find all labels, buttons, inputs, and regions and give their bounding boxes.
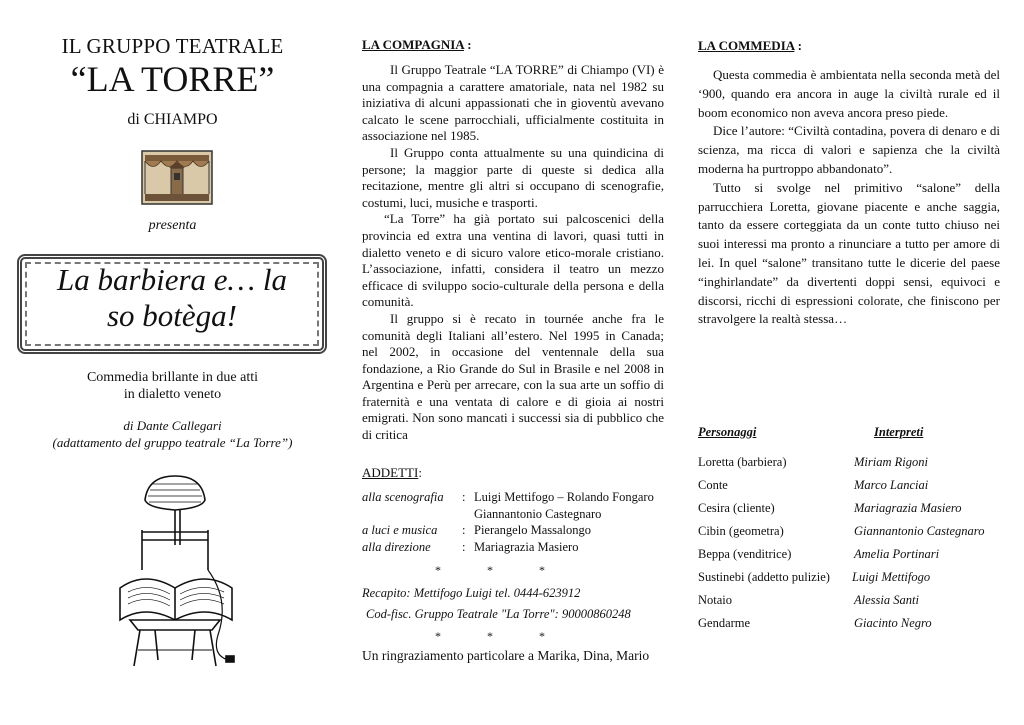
cast-actor: Giacinto Negro — [854, 616, 932, 630]
play-heading-text: LA COMMEDIA — [698, 38, 795, 53]
staff-names: Luigi Mettifogo – Rolando Fongaro — [474, 490, 654, 504]
cast-role: Loretta (barbiera) — [698, 455, 787, 469]
play-paragraph: Tutto si svolge nel primitivo “salone” della parrucchiera Loretta, giovane piacente e anche saggia, tanto da essere corteggiata da un conte tutto chiuso nei suoi interessi ma pronto a rinunciare a tutto per amore di lei. In quel “salone” transitano tutte le dicerie del paese “inghirlandate” da divertenti doppi sensi, equivoci e discorsi, ricchi di espressioni colorate, che finiscono per stravolgere la realtà stessa… — [698, 179, 1000, 327]
staff-row — [362, 539, 664, 556]
staff-names: Pierangelo Massalongo — [474, 523, 591, 537]
staff-role: alla scenografia — [362, 490, 444, 504]
cast-role: Sustinebi (addetto pulizie) — [698, 570, 830, 584]
cast-list — [698, 453, 1008, 637]
presents-label: presenta — [148, 218, 197, 233]
cast-row — [698, 568, 1008, 591]
staff-separator: : — [462, 539, 466, 554]
company-paragraph: Il Gruppo conta attualmente su una quindicina di persone; la maggior parte di queste si dedica alla recitazione, mentre gli altri si occupano di scenografie, costumi, luci, musiche e trasporti. — [362, 144, 664, 210]
play-author — [0, 417, 345, 451]
staff-row — [362, 522, 664, 539]
cast-row — [698, 522, 1008, 545]
cast-row — [698, 499, 1008, 522]
staff-heading — [362, 465, 422, 482]
cast-row — [698, 591, 1008, 614]
play-description — [698, 66, 1000, 329]
staff-role: alla direzione — [362, 539, 431, 554]
play-heading-colon: : — [794, 38, 803, 53]
company-paragraph: “La Torre” ha già portato sui palcoscenici della provincia ed extra una ventina di lavori, quasi tutti in dialetto veneto e di sicuro valore etico-morale cristiano. L’associazione, infatti, considera il teatro un mezzo efficace di sviluppo socio-culturale della persona e della comunità. — [362, 211, 664, 310]
cast-role: Notaio — [698, 593, 733, 607]
staff-heading-text: ADDETTI — [362, 465, 419, 480]
cast-actor: Alessia Santi — [854, 593, 919, 607]
staff-separator: : — [462, 523, 466, 537]
cast-actor: Giannantonio Castegnaro — [854, 524, 985, 538]
cast-role: Gendarme — [698, 616, 751, 630]
cast-header-role: Personaggi — [698, 425, 757, 439]
cast-actor: Luigi Mettifogo — [852, 570, 931, 584]
play-paragraph: Dice l’autore: “Civiltà contadina, povera di denaro e di scienza, ma ricca di valori e sapienza che la civiltà moderna ha purtroppo abbandonato”. — [698, 123, 1000, 176]
subtitle-line1: Commedia brillante in due atti — [86, 370, 259, 385]
staff-separator: : — [462, 490, 466, 504]
play-paragraph: Questa commedia è ambientata nella seconda metà del ‘900, quando era ancora in auge la civiltà rurale ed il boom economico non aveva ancora preso piede. — [698, 67, 1000, 120]
staff-heading-colon: : — [418, 465, 422, 480]
company-heading-colon: : — [463, 37, 472, 52]
staff-list — [362, 489, 664, 555]
cast-actor: Marco Lanciai — [854, 478, 929, 492]
group-name: “LA TORRE” — [70, 59, 275, 99]
staff-row — [362, 506, 664, 523]
star-divider: *** — [435, 563, 591, 577]
cast-row — [698, 453, 1008, 476]
company-heading — [362, 37, 472, 54]
contact-info: Recapito: Mettifogo Luigi tel. 0444-623912 — [362, 586, 581, 600]
cast-actor: Amelia Portinari — [854, 547, 940, 561]
cast-row — [698, 545, 1008, 568]
hairdryer-chair-illustration-icon — [100, 470, 250, 670]
cast-actor: Mariagrazia Masiero — [854, 501, 962, 515]
staff-names: Mariagrazia Masiero — [474, 539, 579, 554]
cast-role: Cibin (geometra) — [698, 524, 784, 538]
theatre-logo-icon — [141, 150, 213, 205]
company-heading-text: LA COMPAGNIA — [362, 37, 464, 52]
star-divider: *** — [435, 629, 591, 643]
company-paragraph: Il gruppo si è recato in tournée anche fra le comunità degli Italiani all’estero. Nel 1995 in Canada; nel 2002, in occasione del ventennale della sua fondazione, a Rio Grande do Sul in Brasile e nel 2008 in Argentina e Perù per arrecare, con la sua arte un soffio di fraternità e una ventata di calore e di gioia ai nostri emigrati. Non sono mancati i successi sia di pubblico che di critica — [362, 310, 664, 443]
cast-role: Beppa (venditrice) — [698, 547, 792, 561]
play-title-line2: so botèga! — [106, 298, 237, 333]
cast-actor: Miriam Rigoni — [854, 455, 928, 469]
cast-header-actor: Interpreti — [874, 425, 924, 439]
author-line2: (adattamento del gruppo teatrale “La Torre”) — [52, 435, 293, 450]
staff-names: Giannantonio Castegnaro — [474, 506, 602, 521]
company-paragraph: Il Gruppo Teatrale “LA TORRE” di Chiampo (VI) è una compagnia a carattere amatoriale, nata nel 1982 su iniziativa di alcuni appassionati che in gioventù avevano calcato le scene parrocchiali, ufficialmente costituita in associazione nel 1985. — [362, 62, 664, 144]
author-line1: di Dante Callegari — [123, 418, 222, 433]
group-place: di CHIAMPO — [127, 111, 218, 128]
tax-code: Cod-fisc. Gruppo Teatrale "La Torre": 90000860248 — [366, 607, 631, 621]
cast-role: Cesira (cliente) — [698, 501, 775, 515]
thanks-note: Un ringraziamento particolare a Marika, Dina, Mario — [362, 648, 650, 663]
play-heading — [698, 37, 802, 56]
staff-row — [362, 489, 664, 506]
play-title — [17, 262, 327, 334]
cast-role: Conte — [698, 478, 728, 492]
play-title-line1: La barbiera e… la — [57, 262, 287, 297]
company-text — [362, 62, 664, 444]
subtitle-line2: in dialetto veneto — [123, 387, 222, 402]
cast-row — [698, 476, 1008, 499]
group-label: IL GRUPPO TEATRALE — [61, 34, 284, 58]
cast-row — [698, 614, 1008, 637]
staff-role: a luci e musica — [362, 523, 438, 537]
play-subtitle — [0, 369, 345, 403]
